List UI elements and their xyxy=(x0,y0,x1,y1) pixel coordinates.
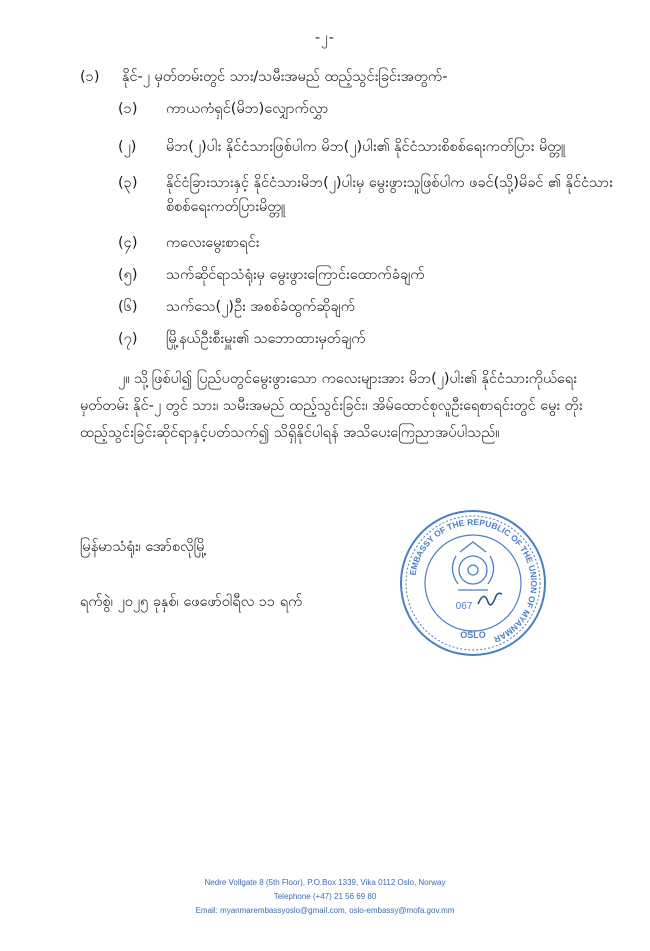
announcement-paragraph: ၂။ သို့ဖြစ်ပါ၍ ပြည်ပတွင်မွေးဖွားသော ကလေးများအား မိဘ(၂)ပါး၏ နိုင်ငံသားကိုယ်ရေး မှတ်တမ်း နိုင်-၂ တွင် သား၊ သမီးအမည် ထည့်သွင်းခြင်း၊ အိမ်ထောင်စုလူဦးရေစာရင်းတွင် မွေး တိုးထည့်သွင်းခြင်းဆိုင်ရာနှင့်ပတ်သက်၍ သိရှိနိုင်ပါရန် အသိပေးကြေညာအပ်ပါသည်။ xyxy=(80,371,583,441)
issuer-name: မြန်မာသံရုံး၊ အော်စလိုမြို့ xyxy=(80,539,207,555)
footer-telephone: Telephone (+47) 21 56 69 80 xyxy=(273,892,377,901)
section-number: (၁) xyxy=(80,69,100,85)
list-item-text: မိဘ(၂)ပါး နိုင်ငံသားဖြစ်ပါက မိဘ(၂)ပါး၏ နိုင်ငံသားစိစစ်ရေးကတ်ပြား မိတ္တူ xyxy=(166,139,566,155)
list-item xyxy=(118,135,618,159)
list-item-number: (၅) xyxy=(118,267,138,283)
issue-date: ရက်စွဲ၊ ၂၀၂၅ ခုနှစ်၊ ဖေဖော်ဝါရီလ ၁၁ ရက် xyxy=(80,594,303,610)
signature-block xyxy=(80,538,302,614)
list-item-number: (၇) xyxy=(118,331,138,347)
list-item-number: (၃) xyxy=(118,175,138,191)
signature-scribble-icon xyxy=(478,593,502,605)
list-item xyxy=(118,263,618,287)
list-item-number: (၁) xyxy=(118,101,138,117)
list-item-number: (၆) xyxy=(118,299,138,315)
list-item-text: မြို့နယ်ဦးစီးမှူး၏ သဘောထားမှတ်ချက် xyxy=(166,331,366,347)
list-item-text: သက်ဆိုင်ရာသံရုံးမှ မွေးဖွားကြောင်းထောက်ခံချက် xyxy=(166,267,425,283)
requirement-list xyxy=(118,97,618,351)
footer-email: Email: myanmarembassyoslo@gmail.com, oslo-embassy@mofa.gov.mm xyxy=(195,906,455,915)
footer-address: Nedre Vollgate 8 (5th Floor), P.O.Box 1339, Vika 0112 Oslo, Norway xyxy=(204,878,446,887)
list-item-text: သက်သေ(၂)ဦး အစစ်ခံထွက်ဆိုချက် xyxy=(166,299,355,315)
list-item xyxy=(118,295,618,319)
list-item xyxy=(118,327,618,351)
section-heading-text: နိုင်-၂ မှတ်တမ်းတွင် သား/သမီးအမည် ထည့်သွင်းခြင်းအတွက်- xyxy=(122,69,448,85)
list-item xyxy=(118,171,618,219)
list-item-text: ကလေးမွေးစာရင်း xyxy=(166,235,260,251)
list-item xyxy=(118,97,618,121)
footer xyxy=(0,876,650,918)
list-item-text: ကာယကံရှင်(မိဘ)လျှောက်လွှာ xyxy=(166,101,329,117)
seal-outer-text: EMBASSY OF THE REPUBLIC OF THE UNION OF MYANMAR xyxy=(407,516,540,645)
embassy-seal-icon xyxy=(398,508,548,658)
page-number: -၂- xyxy=(315,30,335,46)
list-item xyxy=(118,231,618,255)
list-item-number: (၂) xyxy=(118,139,137,155)
seal-city: OSLO xyxy=(460,630,486,640)
list-item-number: (၄) xyxy=(118,235,138,251)
list-item-text: နိုင်ငံခြားသားနှင့် နိုင်ငံသားမိဘ(၂)ပါးမှ မွေးဖွားသူဖြစ်ပါက ဖခင်(သို့)မိခင် ၏ နိုင်ငံသားစိစစ်ရေးကတ်ပြားမိတ္တူ xyxy=(166,175,613,215)
svg-text:EMBASSY OF THE REPUBLIC OF THE xyxy=(408,517,540,645)
seal-serial: 067 xyxy=(455,601,473,612)
